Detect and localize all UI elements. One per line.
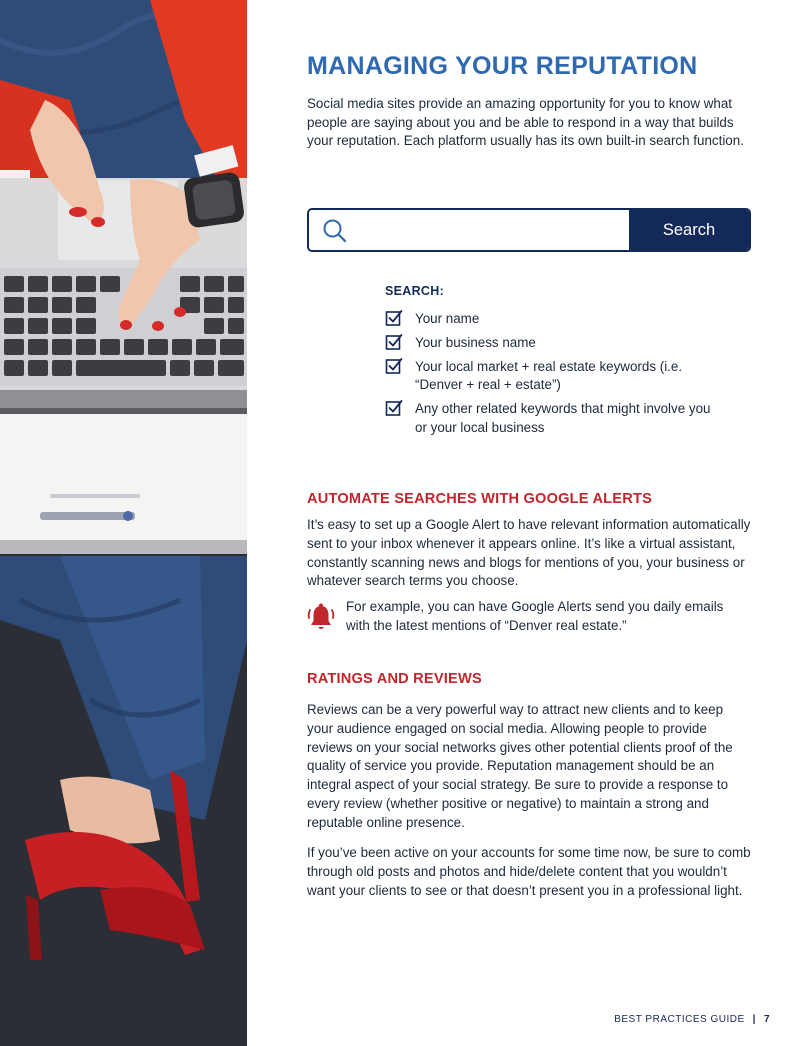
reviews-heading: RATINGS AND REVIEWS [307, 671, 482, 687]
checkbox-checked-icon [385, 309, 403, 327]
hero-photo [0, 0, 247, 1046]
reviews-paragraph-2: If you’ve been active on your accounts for some time now, be sure to comb through old posts and photos and hide/delete content that you wouldn’t want your clients to see or that doesn’t present you in a professional light. [307, 845, 751, 898]
page-footer [614, 1014, 770, 1025]
footer-label: BEST PRACTICES GUIDE [614, 1014, 745, 1025]
checklist-item-text: Your local market + real estate keywords (i.e. “Denver + real + estate”) [415, 359, 683, 393]
page-number: 7 [763, 1014, 770, 1025]
search-checklist-heading: SEARCH: [385, 284, 445, 298]
search-button[interactable]: Search [629, 210, 749, 250]
checklist-item-text: Your name [415, 311, 480, 326]
search-input[interactable] [357, 210, 631, 252]
search-bar [307, 208, 751, 252]
checkbox-checked-icon [385, 333, 403, 351]
checklist-item-text: Any other related keywords that might involve you or your local business [415, 401, 711, 435]
alerts-paragraph: It’s easy to set up a Google Alert to have relevant information automatically sent to your inbox whenever it appears online. It’s like a virtual assistant, constantly scanning news and blogs for mentions of you, your business or whatever search terms you choose. [307, 517, 751, 589]
checklist-item [385, 334, 725, 352]
checklist-item [385, 310, 725, 328]
checklist-item [385, 358, 725, 395]
intro-paragraph: Social media sites provide an amazing opportunity for you to know what people are saying about you and be able to respond in a way that builds your reputation. Each platform usually has its own built-in search function. [307, 96, 744, 149]
checklist-item-text: Your business name [415, 335, 536, 350]
checklist-item [385, 400, 725, 437]
search-checklist [385, 310, 725, 443]
search-field[interactable] [309, 210, 629, 250]
alerts-heading: AUTOMATE SEARCHES WITH GOOGLE ALERTS [307, 491, 653, 507]
checkbox-checked-icon [385, 357, 403, 375]
reviews-paragraph-1: Reviews can be a very powerful way to attract new clients and to keep your audience engaged on social media. Allowing people to provide reviews on your social networks gives other potential clients proof of the quality of service you provide. Reputation management should be an integral aspect of your social strategy. Be sure to provide a response to every review (whether positive or negative) to maintain a strong and reputable online presence. [307, 702, 733, 830]
footer-separator: | [752, 1014, 756, 1025]
page-title: MANAGING YOUR REPUTATION [307, 52, 698, 80]
checkbox-checked-icon [385, 399, 403, 417]
bell-alert-icon [307, 602, 335, 632]
search-icon [322, 218, 348, 244]
alerts-callout-text: For example, you can have Google Alerts send you daily emails with the latest mentions of “Denver real estate.” [346, 599, 724, 633]
